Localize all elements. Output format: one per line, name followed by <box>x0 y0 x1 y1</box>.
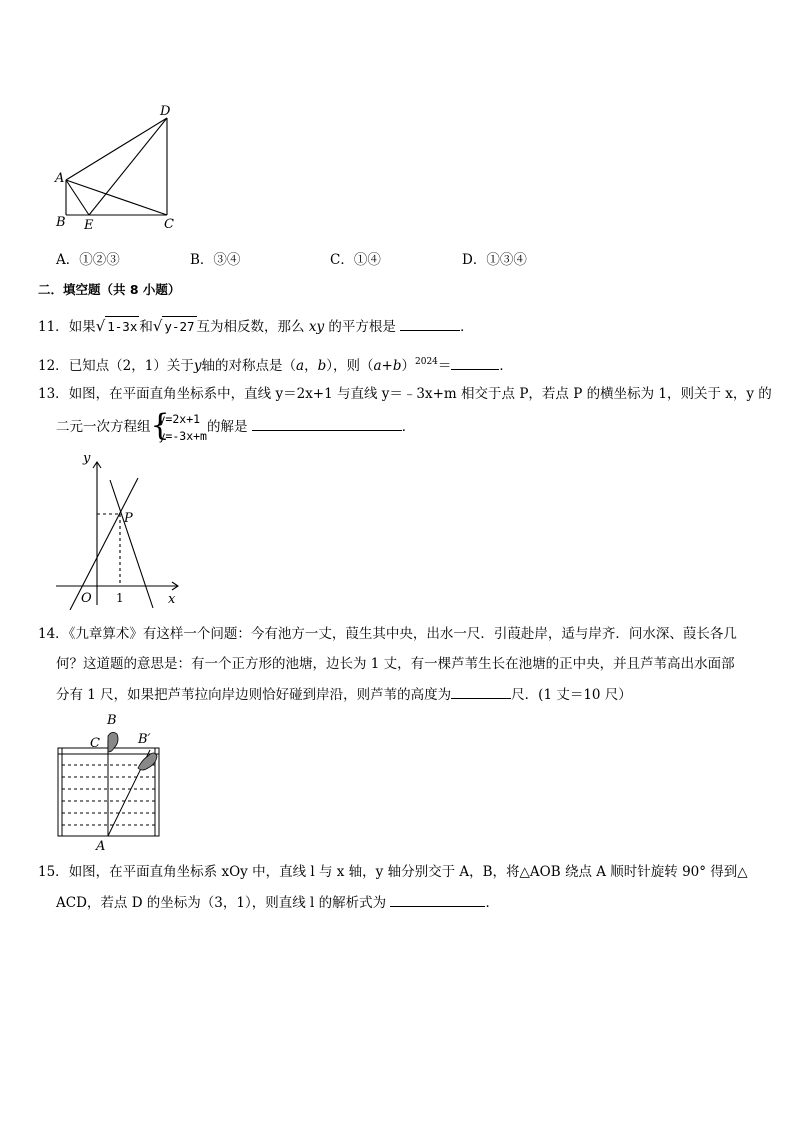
q11-number: 11． <box>38 319 69 335</box>
q15-text: 如图，在平面直角坐标系 xOy 中，直线 l 与 x 轴，y 轴分别交于 A，B，将△AOB 绕点 A 顺时针旋转 90° 得到△ <box>68 864 748 880</box>
q11-text: 和 <box>139 319 153 335</box>
label-A: A <box>96 839 106 852</box>
brace-icon: { <box>150 407 170 443</box>
option-c[interactable]: C．①④ <box>330 252 381 268</box>
q12-a: a <box>296 358 305 374</box>
q14-text: 《九章算术》有这样一个问题：今有池方一丈，葭生其中央，出水一尺．引葭赴岸，适与岸齐．问水深、葭长各几 <box>68 626 737 642</box>
label-E: E <box>84 218 94 233</box>
equation-system <box>150 407 207 445</box>
q11-text: 如果 <box>68 319 96 335</box>
q12-b: b <box>317 358 327 374</box>
q13-text: 二元一次方程组 <box>56 419 151 435</box>
label-P: P <box>124 511 133 526</box>
q12-number: 12． <box>38 358 69 374</box>
option-b[interactable]: B．③④ <box>190 252 241 268</box>
question-15-line2 <box>56 892 499 913</box>
question-11 <box>38 316 474 337</box>
q11-radicand-2: y-27 <box>162 316 196 337</box>
question-14-line2: 何？这道题的意思是：有一个正方形的池塘，边长为 1 丈，有一棵芦苇生长在池塘的正中央，并且芦苇高出水面部 <box>56 656 735 672</box>
q11-radicand-1: 1-3x <box>105 316 139 337</box>
answer-blank-11[interactable] <box>400 316 460 331</box>
q13-number: 13． <box>38 386 69 402</box>
q12-text: ），则（ <box>326 358 374 374</box>
question-13-line1 <box>38 384 772 404</box>
segment-ED <box>89 118 167 215</box>
option-d[interactable]: D．①③④ <box>462 252 527 268</box>
q12-exponent: 2024 <box>415 357 438 367</box>
label-C: C <box>164 217 174 232</box>
label-D: D <box>160 104 171 119</box>
label-A: A <box>55 171 65 186</box>
q12-comma: ， <box>304 358 318 374</box>
q12-variable: y <box>193 358 202 374</box>
q11-text: 互为相反数，那么 <box>196 319 305 335</box>
answer-blank-15[interactable] <box>390 892 485 907</box>
question-12 <box>38 352 513 376</box>
segment-AC <box>66 180 167 215</box>
q13-text: 的解是 <box>206 419 248 435</box>
figure-q14 <box>52 710 167 852</box>
q14-text: 尺．(1 丈＝10 尺） <box>511 687 632 703</box>
q13-text: 如图，在平面直角坐标系中，直线 y＝2x+1 与直线 y＝﹣3x+m 相交于点 P，若点 P 的横坐标为 1，则关于 x，y 的 <box>68 386 772 402</box>
label-y: y <box>83 451 91 466</box>
section-title: 二．填空题（共 8 小题） <box>38 282 181 297</box>
question-14-line3 <box>56 684 632 705</box>
q12-text: ＝ <box>437 358 452 374</box>
question-14-line1 <box>38 624 737 644</box>
q15-text: ACD，若点 D 的坐标为（3，1），则直线 l 的解析式为 <box>56 895 387 911</box>
segment-AD <box>66 118 167 180</box>
segment-AE <box>66 180 89 215</box>
q12-text: 已知点（2，1）关于 <box>68 358 194 374</box>
answer-blank-13[interactable] <box>252 416 402 431</box>
q14-number: 14． <box>38 626 69 642</box>
label-B: B <box>107 713 117 728</box>
figure-q10 <box>50 100 190 235</box>
q12-end: ． <box>499 358 513 374</box>
q15-end: ． <box>485 895 499 911</box>
q13-end: ． <box>401 419 416 435</box>
equation-1: y=2x+1 <box>158 411 201 426</box>
label-one: 1 <box>116 591 124 605</box>
q15-number: 15． <box>38 864 69 880</box>
q12-text: 轴的对称点是（ <box>201 358 297 374</box>
label-C: C <box>90 736 100 751</box>
q11-end: ． <box>460 319 474 335</box>
reed-leaf-icon <box>108 732 118 752</box>
equation-2: y=-3x+m <box>158 428 207 443</box>
q11-text: 的平方根是 <box>328 319 396 335</box>
q12-text: ） <box>401 358 415 374</box>
figure-q13 <box>50 450 190 610</box>
option-a[interactable]: A．①②③ <box>56 252 120 268</box>
q12-sum: a+b <box>373 358 402 374</box>
question-15-line1 <box>38 862 748 882</box>
label-x: x <box>168 592 176 607</box>
label-origin: O <box>81 591 92 606</box>
answer-blank-12[interactable] <box>451 355 499 370</box>
line-y-neg3x-plus-m <box>110 480 153 608</box>
q14-text: 分有 1 尺，如果把芦苇拉向岸边则恰好碰到岸沿，则芦苇的高度为 <box>56 687 452 703</box>
label-B-prime: B′ <box>138 732 151 747</box>
question-13-line2 <box>56 407 416 445</box>
answer-blank-14[interactable] <box>451 684 511 699</box>
label-B: B <box>56 215 66 230</box>
radical-icon: √ <box>152 317 163 335</box>
q11-variable: xy <box>308 319 325 335</box>
radical-icon: √ <box>95 317 106 335</box>
